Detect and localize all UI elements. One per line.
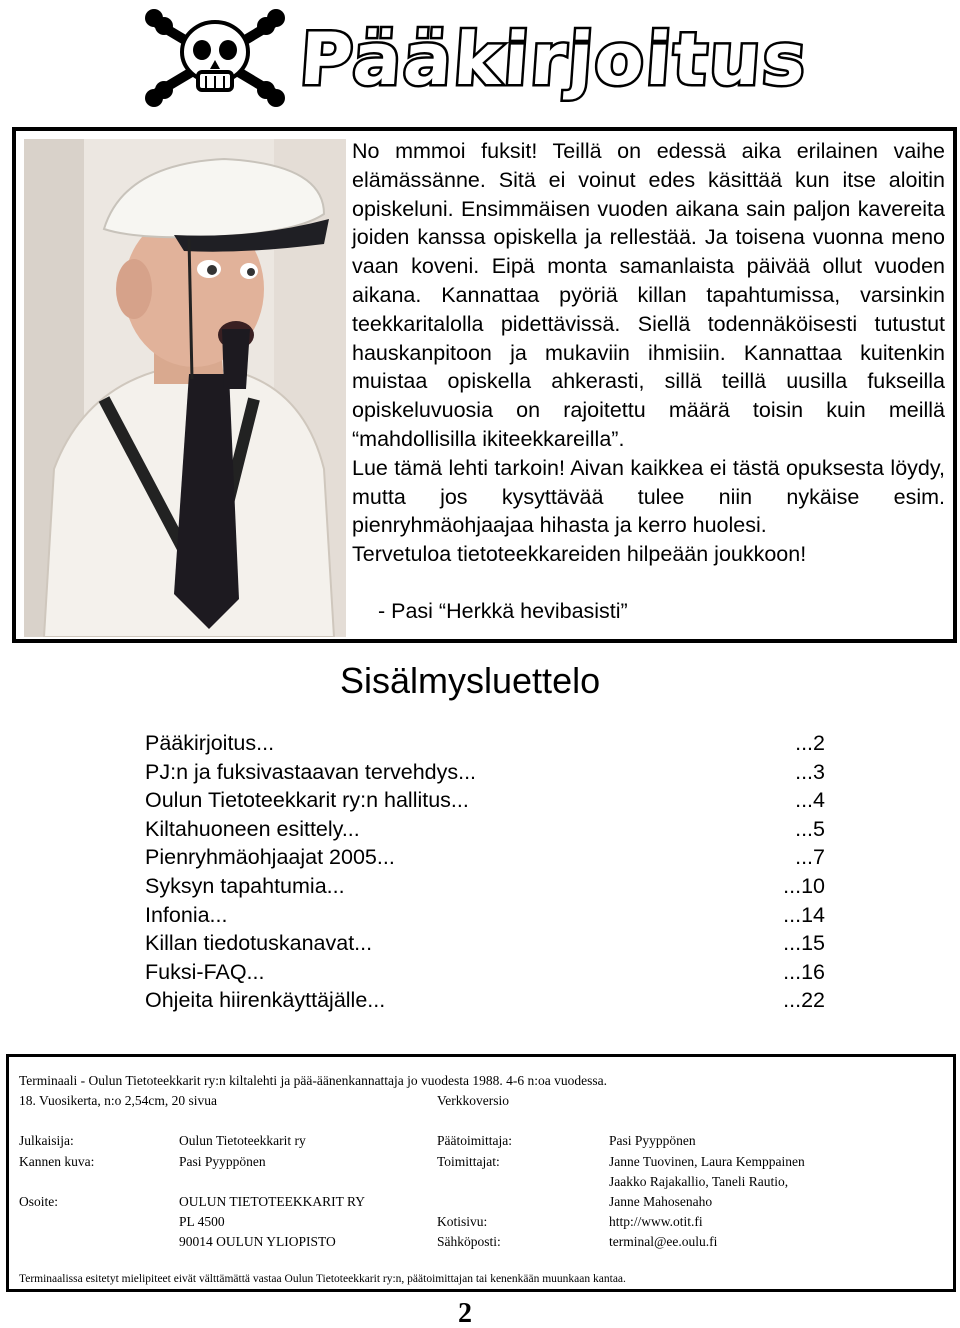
person-photo-illustration: [24, 139, 346, 637]
colophon-intro: Terminaali - Oulun Tietoteekkarit ry:n kiltalehti ja pää-äänenkannattaja jo vuodesta 1988. 4-6 n:oa vuodessa.: [19, 1073, 608, 1088]
editors-value: Janne Mahosenaho: [609, 1194, 713, 1209]
toc-item-label: PJ:n ja fuksivastaavan tervehdys...: [145, 759, 477, 784]
toc-item-label: Fuksi-FAQ...: [145, 959, 265, 984]
colophon-disclaimer: Terminaalissa esitetyt mielipiteet eivät välttämättä vastaa Oulun Tietoteekkarit ry:n, päätoimittajan tai kenenkään muunkaan kantaa.: [19, 1273, 626, 1285]
toc-item-label: Pienryhmäohjaajat 2005...: [145, 845, 395, 870]
toc-item-page: ...16: [783, 959, 825, 984]
homepage-label: Kotisivu:: [437, 1214, 488, 1229]
editorial-box: [12, 127, 957, 643]
toc-item[interactable]: [145, 758, 825, 787]
toc-item-label: Syksyn tapahtumia...: [145, 873, 345, 898]
publisher-value: Oulun Tietoteekkarit ry: [179, 1133, 306, 1148]
email-link[interactable]: terminal@ee.oulu.fi: [609, 1234, 718, 1249]
address-label: Osoite:: [19, 1194, 58, 1209]
address-line: PL 4500: [179, 1214, 225, 1229]
editorial-paragraph: Tervetuloa tietoteekkareiden hilpeään joukkoon!: [352, 542, 807, 567]
toc-title: Sisälmysluettelo: [340, 660, 601, 701]
toc-item[interactable]: [145, 958, 825, 987]
toc-item-page: ...15: [783, 931, 825, 956]
toc-item[interactable]: [145, 786, 825, 815]
editorial-paragraph: Lue tämä lehti tarkoin! Aivan kaikkea ei tästä opuksesta löydy, mutta jos kysyttävää tulee niin nykäise esim. pienryhmäohjaajaa hihasta ja kerro huolesi.: [352, 455, 945, 538]
editor-in-chief-label: Päätoimittaja:: [437, 1133, 512, 1148]
toc-item-label: Infonia...: [145, 902, 228, 927]
colophon-box: [6, 1054, 956, 1292]
toc-item-label: Kiltahuoneen esittely...: [145, 816, 360, 841]
editorial-text: [352, 137, 945, 569]
toc-item-page: ...5: [795, 816, 825, 841]
toc-item[interactable]: [145, 843, 825, 872]
toc-item-page: ...4: [795, 788, 825, 813]
table-of-contents: [145, 729, 825, 1015]
editorial-signature: - Pasi “Herkkä hevibasisti”: [378, 599, 628, 623]
publisher-label: Julkaisija:: [19, 1133, 74, 1148]
header-logo: [140, 6, 811, 110]
colophon-edition: 18. Vuosikerta, n:o 2,54cm, 20 sivua: [19, 1093, 218, 1108]
editors-label: Toimittajat:: [437, 1154, 500, 1169]
toc-item-page: ...2: [795, 731, 825, 755]
toc-item[interactable]: [145, 986, 825, 1015]
toc-item-page: ...10: [783, 873, 825, 898]
toc-item[interactable]: [145, 929, 825, 958]
toc-item-page: ...22: [783, 988, 825, 1013]
skull-crossbones-icon: [140, 6, 290, 110]
toc-item[interactable]: [145, 729, 825, 758]
toc-item-page: ...3: [795, 759, 825, 784]
header-title: Pääkirjoitus: [297, 17, 811, 101]
cover-photo: [24, 139, 346, 637]
editor-in-chief-value: Pasi Pyyppönen: [609, 1133, 696, 1148]
cover-value: Pasi Pyyppönen: [179, 1154, 266, 1169]
toc-item-label: Oulun Tietoteekkarit ry:n hallitus...: [145, 788, 469, 813]
toc-item-label: Pääkirjoitus...: [145, 731, 275, 755]
homepage-link[interactable]: http://www.otit.fi: [609, 1214, 703, 1229]
colophon-version: Verkkoversio: [437, 1093, 509, 1108]
toc-item[interactable]: [145, 872, 825, 901]
cover-label: Kannen kuva:: [19, 1154, 95, 1169]
email-label: Sähköposti:: [437, 1234, 501, 1249]
toc-item[interactable]: [145, 901, 825, 930]
address-line: 90014 OULUN YLIOPISTO: [179, 1234, 336, 1249]
toc-item-page: ...14: [783, 902, 825, 927]
toc-item-page: ...7: [795, 845, 825, 870]
toc-item-label: Ohjeita hiirenkäyttäjälle...: [145, 988, 386, 1013]
address-line: OULUN TIETOTEEKKARIT RY: [179, 1194, 365, 1209]
toc-item[interactable]: [145, 815, 825, 844]
editorial-paragraph: No mmmoi fuksit! Teillä on edessä aika erilainen vaihe elämässänne. Sitä ei voinut edes käsittää kun itse aloitin opiskeluni. Ensimmäisen vuoden aikana sain paljon kavereita joiden kanssa opiskella ja rellestää. Ja toisena vuonna meno vaan koveni. Eipä monta samanlaista päivää ollut vuoden aikana. Kannattaa pyöriä killan tapahtumissa, varsinkin teekkaritalolla pidettävissä. Siellä todennäköisesti tutustut hauskanpitoon ja mukaviin ihmisiin. Kannattaa kuitenkin muistaa opiskella ahkerasti, sillä teillä uusilla fukseilla opiskeluvuosia on rajoitettu määrä toisin kuin meillä “mahdollisilla ikiteekkareilla”.: [352, 139, 945, 451]
page-number: 2: [458, 1298, 472, 1328]
toc-item-label: Killan tiedotuskanavat...: [145, 931, 373, 956]
editors-value: Janne Tuovinen, Laura Kemppainen: [609, 1154, 805, 1169]
editors-value: Jaakko Rajakallio, Taneli Rautio,: [609, 1174, 789, 1189]
